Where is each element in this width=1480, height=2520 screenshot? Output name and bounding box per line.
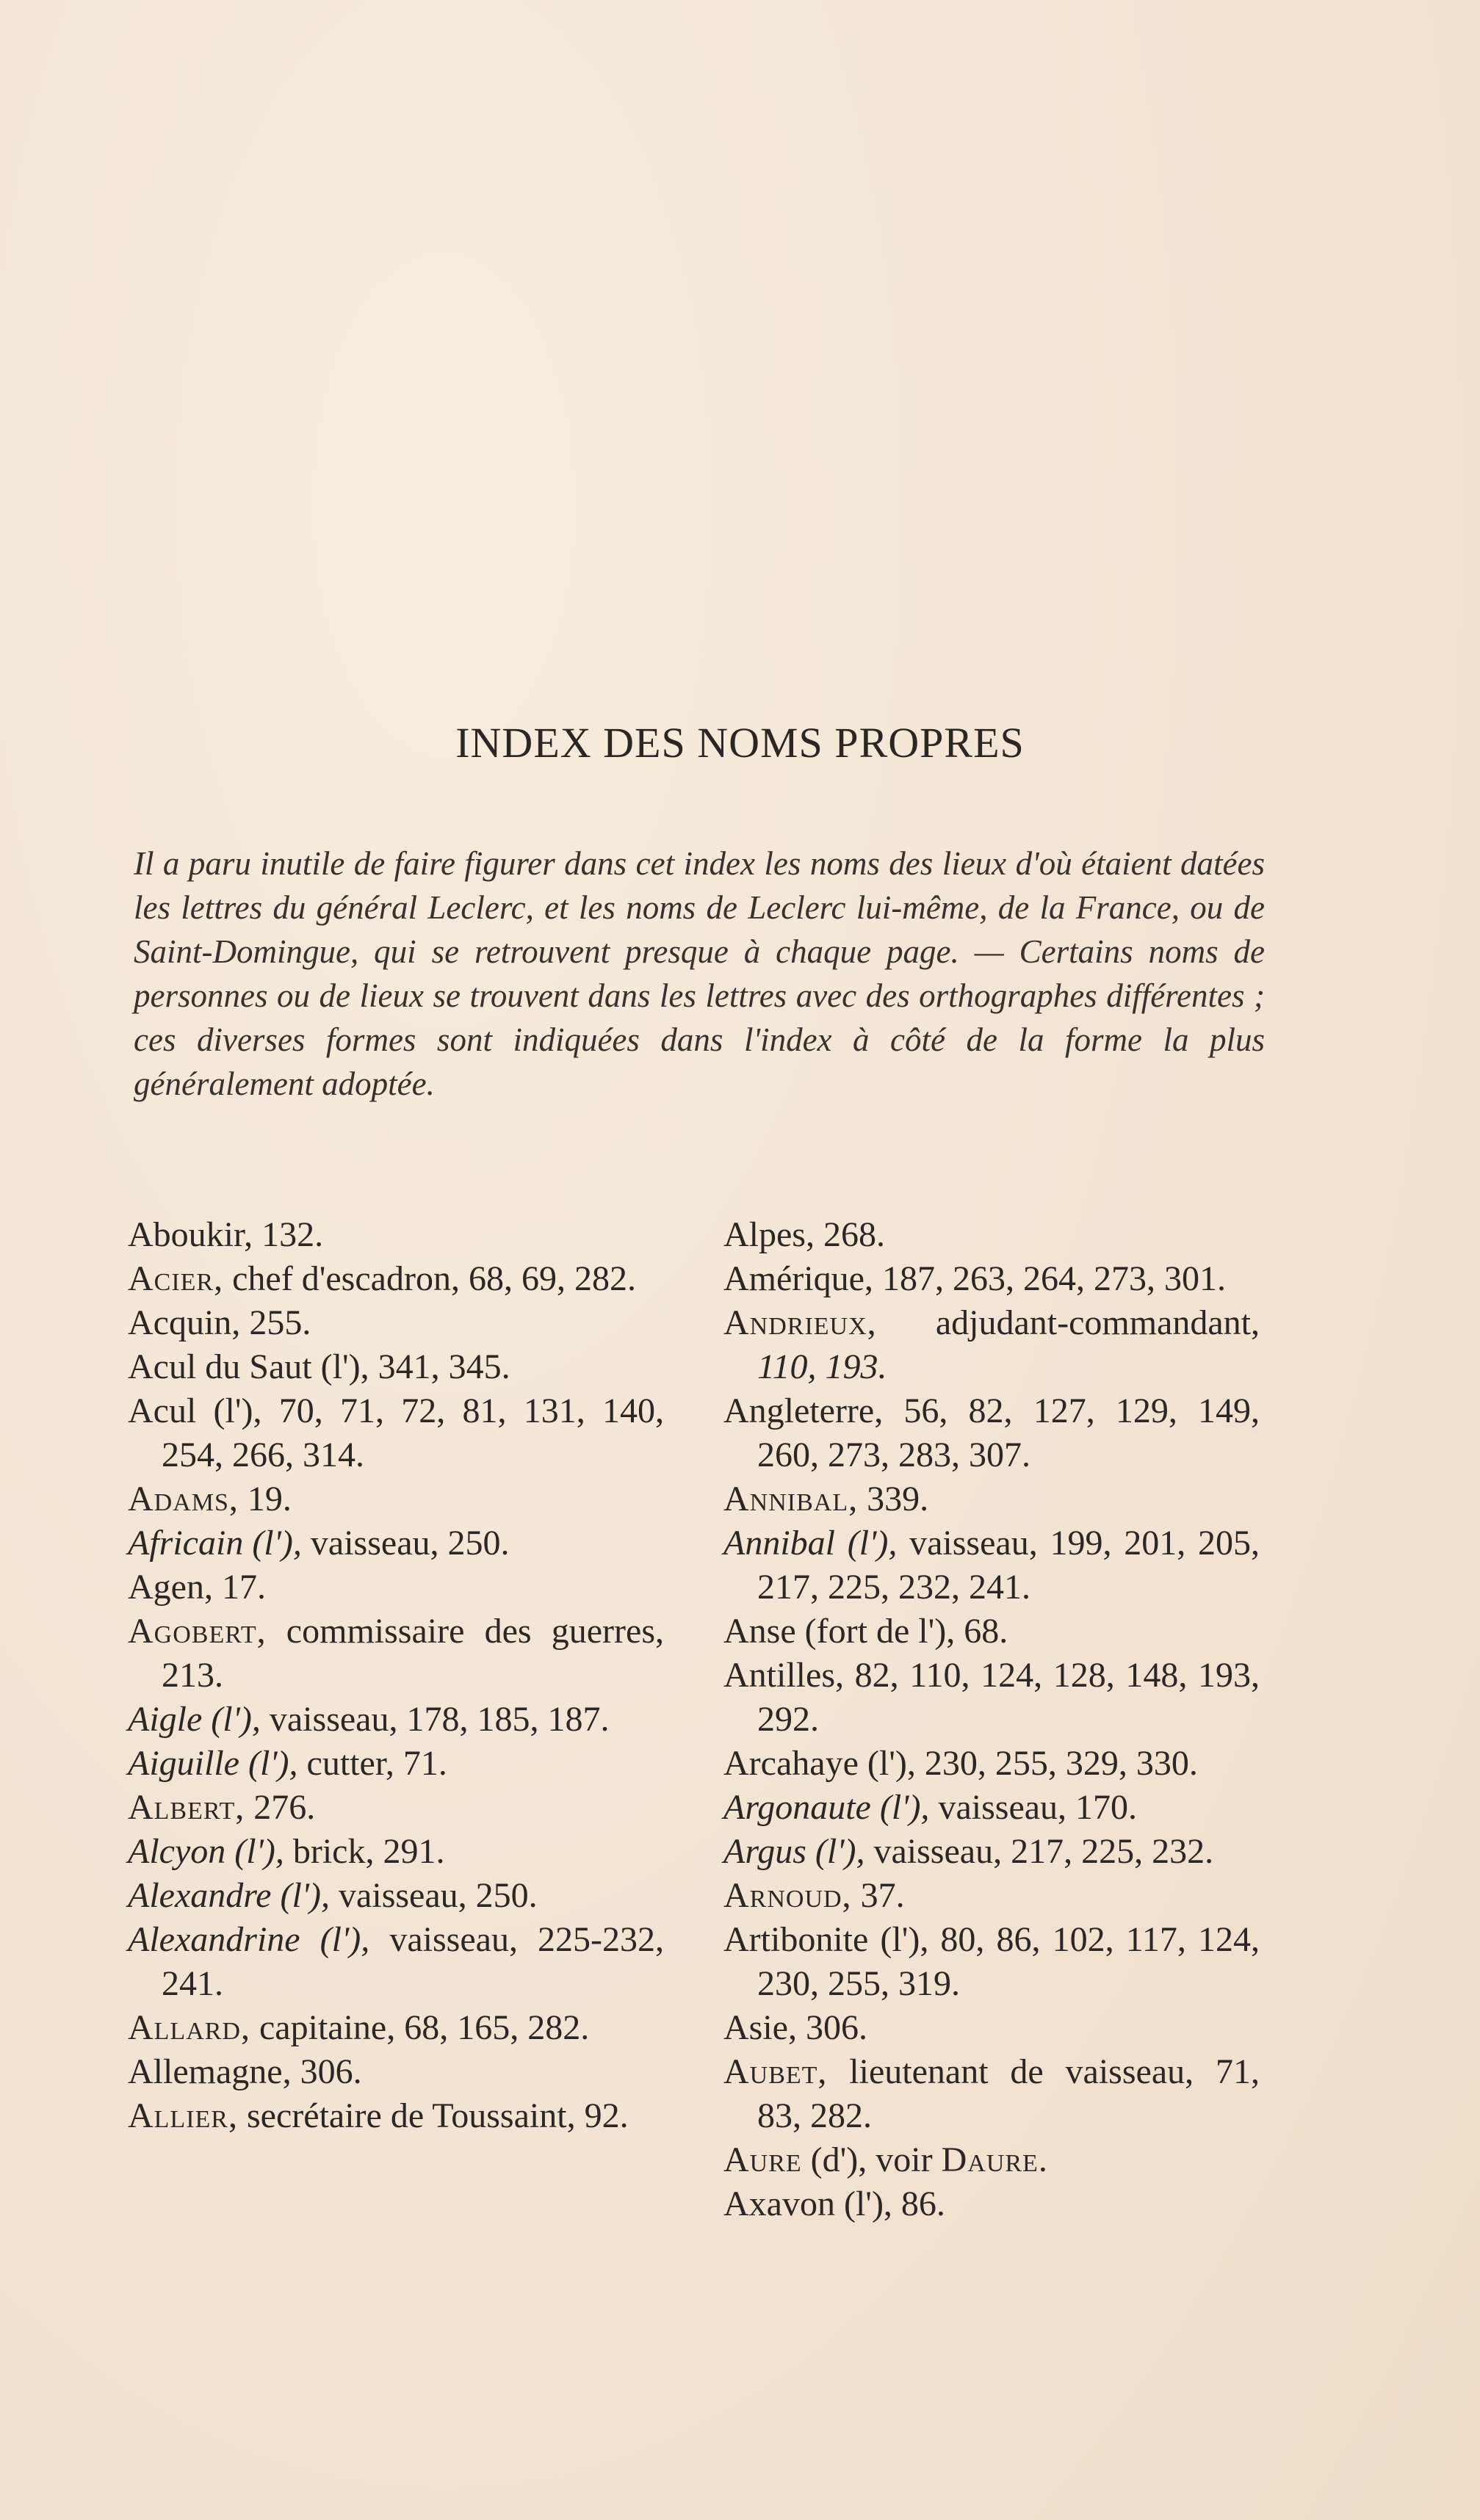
index-entry: Allier, secrétaire de Toussaint, 92.: [128, 2096, 629, 2135]
index-entry: Aiguille (l'), cutter, 71.: [128, 1744, 447, 1783]
index-column-right: [723, 1213, 1260, 2226]
intro-paragraph: Il a paru inutile de faire figurer dans cet index les noms des lieux d'où étaient datées les lettres du général Leclerc, et les noms de Leclerc lui-même, de la France, ou de Saint-Domingue, qui se retrouvent presque à chaque page. — Certains noms de personnes ou de lieux se trouvent dans les lettres avec des orthographes différentes ; ces diverses formes sont indiquées dans l'index à côté de la forme la plus généralement adoptée.: [134, 845, 1265, 1102]
page-title: INDEX DES NOMS PROPRES: [455, 719, 1025, 767]
index-entry: Arcahaye (l'), 230, 255, 329, 330.: [723, 1744, 1198, 1783]
index-entry: Alexandrine (l'), vaisseau, 225-232, 241.: [128, 1920, 665, 2003]
index-column-left: [128, 1213, 664, 2138]
index-entry: Allemagne, 306.: [128, 2052, 362, 2091]
index-entry: Acier, chef d'escadron, 68, 69, 282.: [128, 1259, 636, 1298]
index-entry: Aboukir, 132.: [128, 1215, 324, 1254]
index-entry: Alexandre (l'), vaisseau, 250.: [128, 1876, 538, 1915]
index-entry: Aigle (l'), vaisseau, 178, 185, 187.: [128, 1700, 610, 1739]
index-entry: Annibal (l'), vaisseau, 199, 201, 205, 217, 225, 232, 241.: [723, 1524, 1260, 1607]
index-entry: Acul du Saut (l'), 341, 345.: [128, 1347, 510, 1386]
index-entry: Andrieux, adjudant-commandant, 110, 193.: [723, 1303, 1260, 1386]
index-entry: Africain (l'), vaisseau, 250.: [128, 1524, 510, 1563]
index-entry: Anse (fort de l'), 68.: [723, 1612, 1008, 1651]
index-entry: Albert, 276.: [128, 1788, 316, 1827]
index-entry: Argonaute (l'), vaisseau, 170.: [723, 1788, 1138, 1827]
index-entry: Argus (l'), vaisseau, 217, 225, 232.: [723, 1832, 1214, 1871]
index-entry: Agobert, commissaire des guerres, 213.: [128, 1612, 664, 1695]
index-entry: Alcyon (l'), brick, 291.: [128, 1832, 445, 1871]
index-entry: Antilles, 82, 110, 124, 128, 148, 193, 292.: [723, 1656, 1260, 1739]
index-entry: Asie, 306.: [723, 2008, 867, 2047]
index-entry: Agen, 17.: [128, 1568, 266, 1607]
index-entry: Acquin, 255.: [128, 1303, 311, 1342]
index-entry: Axavon (l'), 86.: [723, 2184, 945, 2223]
index-entry: Angleterre, 56, 82, 127, 129, 149, 260, 273, 283, 307.: [723, 1391, 1260, 1474]
index-entry: Alpes, 268.: [723, 1215, 885, 1254]
index-entry: Allard, capitaine, 68, 165, 282.: [128, 2008, 590, 2047]
index-entry: Arnoud, 37.: [723, 1876, 905, 1915]
index-entry: Aure (d'), voir Daure.: [723, 2140, 1048, 2179]
index-entry: Artibonite (l'), 80, 86, 102, 117, 124, 230, 255, 319.: [723, 1920, 1260, 2003]
index-entry: Acul (l'), 70, 71, 72, 81, 131, 140, 254, 266, 314.: [128, 1391, 665, 1474]
index-entry: Amérique, 187, 263, 264, 273, 301.: [723, 1259, 1226, 1298]
index-entry: Annibal, 339.: [723, 1480, 929, 1518]
index-entry: Adams, 19.: [128, 1480, 292, 1518]
index-entry: Aubet, lieutenant de vaisseau, 71, 83, 282.: [723, 2052, 1260, 2135]
